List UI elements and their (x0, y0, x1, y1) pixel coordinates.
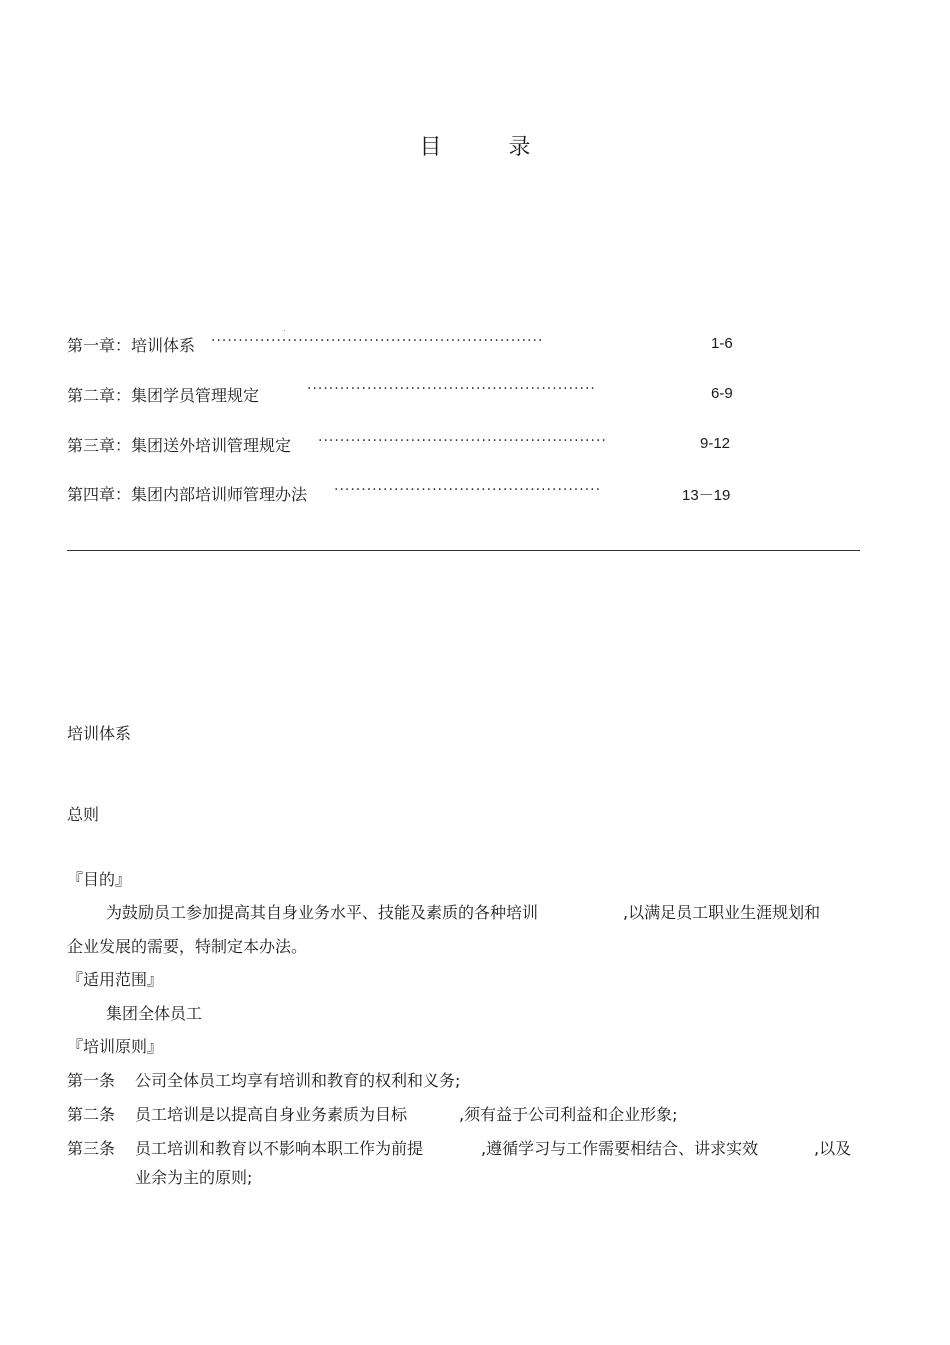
toc-entry-4-label: 第四章：集团内部培训师管理办法 (67, 485, 308, 504)
toc-entry-4-dots: ················································· (334, 482, 602, 498)
principles-heading: 『培训原则』 (67, 1037, 164, 1056)
toc-entry-3-dots: ····················································· (318, 433, 607, 449)
toc-entry-3-page: 9-12 (700, 435, 731, 452)
toc-entry-3-label: 第三章：集团送外培训管理规定 (67, 436, 292, 455)
scope-heading: 『适用范围』 (67, 970, 164, 989)
article-1-text: 公司全体员工均享有培训和教育的权利和义务; (135, 1071, 461, 1090)
article-3-text: 员工培训和教育以不影响本职工作为前提 (135, 1139, 424, 1158)
article-3-number: 第三条 (67, 1139, 116, 1158)
toc-entry-2-page: 6-9 (711, 385, 733, 402)
scope-text: 集团全体员工 (106, 1004, 203, 1023)
article-2-number: 第二条 (67, 1105, 116, 1124)
toc-entry-1-dots: ····························································· (211, 333, 544, 349)
article-2-text: 员工培训是以提高自身业务素质为目标 (135, 1105, 408, 1124)
toc-entry-2-dots: ····················································· (307, 381, 596, 397)
toc-entry-4-page: 13－19 (682, 487, 731, 504)
toc-entry-1-label: 第一章：培训体系 (67, 336, 196, 355)
article-3-continuation: 业余为主的原则; (135, 1168, 253, 1187)
article-2-text-b: ,须有益于公司利益和企业形象; (459, 1105, 678, 1124)
purpose-text-line-1b: ,以满足员工职业生涯规划和 (623, 903, 821, 922)
purpose-text-line-2: 企业发展的需要，特制定本办法。 (67, 937, 308, 956)
toc-entry-1-page: 1-6 (711, 335, 733, 352)
chapter-title: 培训体系 (67, 724, 132, 743)
horizontal-divider (67, 550, 860, 551)
article-3-text-c: ,以及 (814, 1139, 852, 1158)
article-3-text-b: ,遵循学习与工作需要相结合、讲求实效 (481, 1139, 759, 1158)
stray-dot (284, 330, 285, 331)
purpose-heading: 『目的』 (67, 870, 132, 889)
purpose-text-line-1: 为鼓励员工参加提高其自身业务水平、技能及素质的各种培训 (106, 903, 539, 922)
toc-entry-2-label: 第二章：集团学员管理规定 (67, 386, 260, 405)
section-title: 总则 (67, 805, 100, 824)
article-1-number: 第一条 (67, 1071, 116, 1090)
toc-title: 目 录 (419, 135, 561, 160)
